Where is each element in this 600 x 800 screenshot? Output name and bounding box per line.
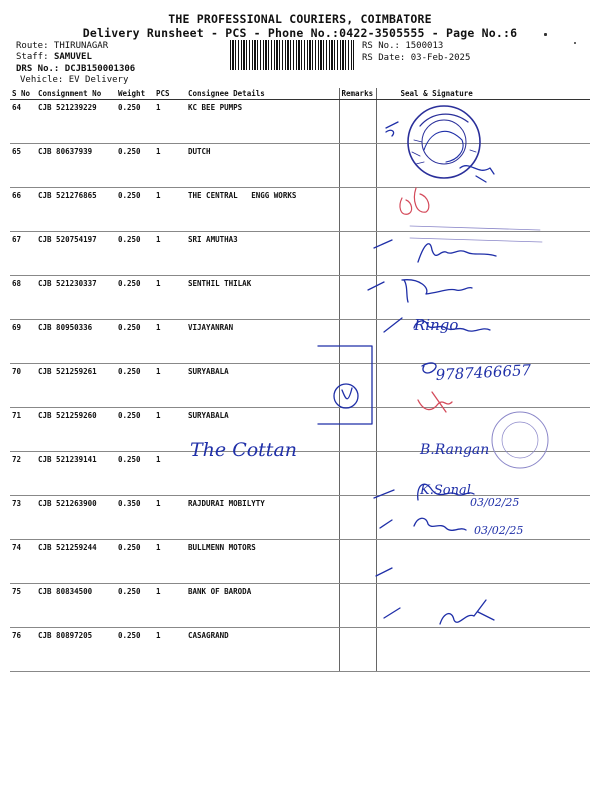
cell-sno: 67 <box>10 232 36 276</box>
cell-consignee: BULLMENN MOTORS <box>186 540 339 584</box>
cell-remarks <box>339 628 376 672</box>
staff-line <box>16 52 92 62</box>
handwritten-date-row73: 03/02/25 <box>470 496 520 509</box>
table-row <box>10 144 590 188</box>
cell-remarks <box>339 232 376 276</box>
cell-consignee: KC BEE PUMPS <box>186 100 339 144</box>
cell-pcs: 1 <box>154 276 186 320</box>
cell-consignee: SENTHIL THILAK <box>186 276 339 320</box>
cell-consignee: DUTCH <box>186 144 339 188</box>
cell-sno: 68 <box>10 276 36 320</box>
staff-name: SAMUVEL <box>53 52 92 62</box>
cell-pcs: 1 <box>154 584 186 628</box>
cell-sno: 69 <box>10 320 36 364</box>
cell-sno: 66 <box>10 188 36 232</box>
cell-weight: 0.250 <box>116 540 154 584</box>
cell-weight: 0.250 <box>116 100 154 144</box>
cell-consignment: CJB 521263900 <box>36 496 116 540</box>
cell-consignee: SRI AMUTHA3 <box>186 232 339 276</box>
cell-consignment: CJB 521239141 <box>36 452 116 496</box>
cell-consignment: CJB 80950336 <box>36 320 116 364</box>
cell-consignee: SURYABALA <box>186 408 339 452</box>
cell-remarks <box>339 320 376 364</box>
cell-remarks <box>339 188 376 232</box>
cell-signature <box>376 276 590 320</box>
cell-consignee: THE CENTRAL ENGG WORKS <box>186 188 339 232</box>
cell-remarks <box>339 364 376 408</box>
table-row <box>10 100 590 144</box>
cell-sno: 71 <box>10 408 36 452</box>
table-row <box>10 188 590 232</box>
cell-signature <box>376 584 590 628</box>
cell-consignment: CJB 521239229 <box>36 100 116 144</box>
table-row <box>10 408 590 452</box>
cell-signature <box>376 628 590 672</box>
handwritten-sign-row69: Ringo <box>414 316 459 334</box>
table-row <box>10 364 590 408</box>
cell-remarks <box>339 144 376 188</box>
cell-weight: 0.250 <box>116 188 154 232</box>
col-header-consignee: Consignee Details <box>186 88 339 100</box>
table-row <box>10 540 590 584</box>
table-row <box>10 628 590 672</box>
cell-weight: 0.250 <box>116 232 154 276</box>
handwritten-phone-row70: 9787466657 <box>435 361 532 384</box>
cell-sno: 75 <box>10 584 36 628</box>
cell-weight: 0.350 <box>116 496 154 540</box>
handwritten-consignee-row72: The Cottan <box>190 439 298 461</box>
cell-signature <box>376 320 590 364</box>
col-header-weight: Weight <box>116 88 154 100</box>
cell-pcs: 1 <box>154 452 186 496</box>
col-header-consignment: Consignment No <box>36 88 116 100</box>
handwritten-date-row74: 03/02/25 <box>474 524 524 537</box>
cell-signature <box>376 408 590 452</box>
drs-label: DRS No.: <box>16 64 65 74</box>
cell-weight: 0.250 <box>116 452 154 496</box>
cell-sno: 73 <box>10 496 36 540</box>
cell-pcs: 1 <box>154 100 186 144</box>
table-row <box>10 276 590 320</box>
cell-signature <box>376 496 590 540</box>
cell-sno: 76 <box>10 628 36 672</box>
cell-signature <box>376 364 590 408</box>
cell-signature <box>376 188 590 232</box>
cell-weight: 0.250 <box>116 276 154 320</box>
cell-consignee: RAJDURAI MOBILYTY <box>186 496 339 540</box>
cell-consignment: CJB 80834500 <box>36 584 116 628</box>
cell-weight: 0.250 <box>116 364 154 408</box>
staff-label: Staff: <box>16 52 54 62</box>
cell-weight: 0.250 <box>116 584 154 628</box>
table-row <box>10 232 590 276</box>
cell-consignment: CJB 80637939 <box>36 144 116 188</box>
cell-pcs: 1 <box>154 320 186 364</box>
cell-pcs: 1 <box>154 232 186 276</box>
col-header-sno: S No <box>10 88 36 100</box>
cell-consignment: CJB 521230337 <box>36 276 116 320</box>
cell-consignment: CJB 521276865 <box>36 188 116 232</box>
cell-consignment: CJB 521259244 <box>36 540 116 584</box>
document-title: THE PROFESSIONAL COURIERS, COIMBATORE <box>168 12 432 26</box>
cell-weight: 0.250 <box>116 144 154 188</box>
table-row <box>10 452 590 496</box>
cell-remarks <box>339 100 376 144</box>
cell-weight: 0.250 <box>116 320 154 364</box>
handwritten-sign-row72: B.Rangan <box>420 442 490 458</box>
cell-signature <box>376 232 590 276</box>
cell-pcs: 1 <box>154 408 186 452</box>
col-header-signature: Seal & Signature <box>376 88 590 100</box>
cell-remarks <box>339 276 376 320</box>
cell-remarks <box>339 540 376 584</box>
cell-consignee: VIJAYANRAN <box>186 320 339 364</box>
cell-consignee: CASAGRAND <box>186 628 339 672</box>
cell-weight: 0.250 <box>116 408 154 452</box>
col-header-pcs: PCS <box>154 88 186 100</box>
table-row <box>10 496 590 540</box>
cell-pcs: 1 <box>154 188 186 232</box>
cell-remarks <box>339 452 376 496</box>
vehicle-text: Vehicle: EV Delivery <box>20 75 129 85</box>
cell-pcs: 1 <box>154 144 186 188</box>
scan-speck <box>574 42 576 44</box>
cell-consignment: CJB 521259261 <box>36 364 116 408</box>
cell-signature <box>376 452 590 496</box>
document-subtitle: Delivery Runsheet - PCS - Phone No.:0422-3505555 - Page No.:6 <box>82 26 518 40</box>
cell-consignment: CJB 521259260 <box>36 408 116 452</box>
rs-date: RS Date: 03-Feb-2025 <box>362 53 471 63</box>
barcode <box>230 40 354 70</box>
cell-remarks <box>339 496 376 540</box>
runsheet-table <box>10 88 590 672</box>
cell-sno: 74 <box>10 540 36 584</box>
scan-speck <box>544 33 547 36</box>
cell-consignment: CJB 520754197 <box>36 232 116 276</box>
drs-line <box>16 64 135 74</box>
cell-consignment: CJB 80897205 <box>36 628 116 672</box>
cell-sno: 64 <box>10 100 36 144</box>
cell-remarks <box>339 408 376 452</box>
table-row <box>10 584 590 628</box>
cell-sno: 72 <box>10 452 36 496</box>
cell-pcs: 1 <box>154 540 186 584</box>
table-header-row <box>10 88 590 100</box>
cell-pcs: 1 <box>154 364 186 408</box>
cell-weight: 0.250 <box>116 628 154 672</box>
cell-remarks <box>339 584 376 628</box>
handwritten-sign-row73: K.Sonal <box>420 483 471 498</box>
cell-pcs: 1 <box>154 628 186 672</box>
cell-consignee: BANK OF BARODA <box>186 584 339 628</box>
col-header-remarks: Remarks <box>339 88 376 100</box>
cell-signature <box>376 540 590 584</box>
cell-pcs: 1 <box>154 496 186 540</box>
cell-consignee <box>186 452 339 496</box>
route-text: Route: THIRUNAGAR <box>16 41 109 51</box>
cell-sno: 70 <box>10 364 36 408</box>
cell-signature <box>376 144 590 188</box>
cell-sno: 65 <box>10 144 36 188</box>
cell-consignee: SURYABALA <box>186 364 339 408</box>
rs-number: RS No.: 1500013 <box>362 41 444 51</box>
table-row <box>10 320 590 364</box>
cell-signature <box>376 100 590 144</box>
drs-number: DCJB150001306 <box>64 64 136 74</box>
